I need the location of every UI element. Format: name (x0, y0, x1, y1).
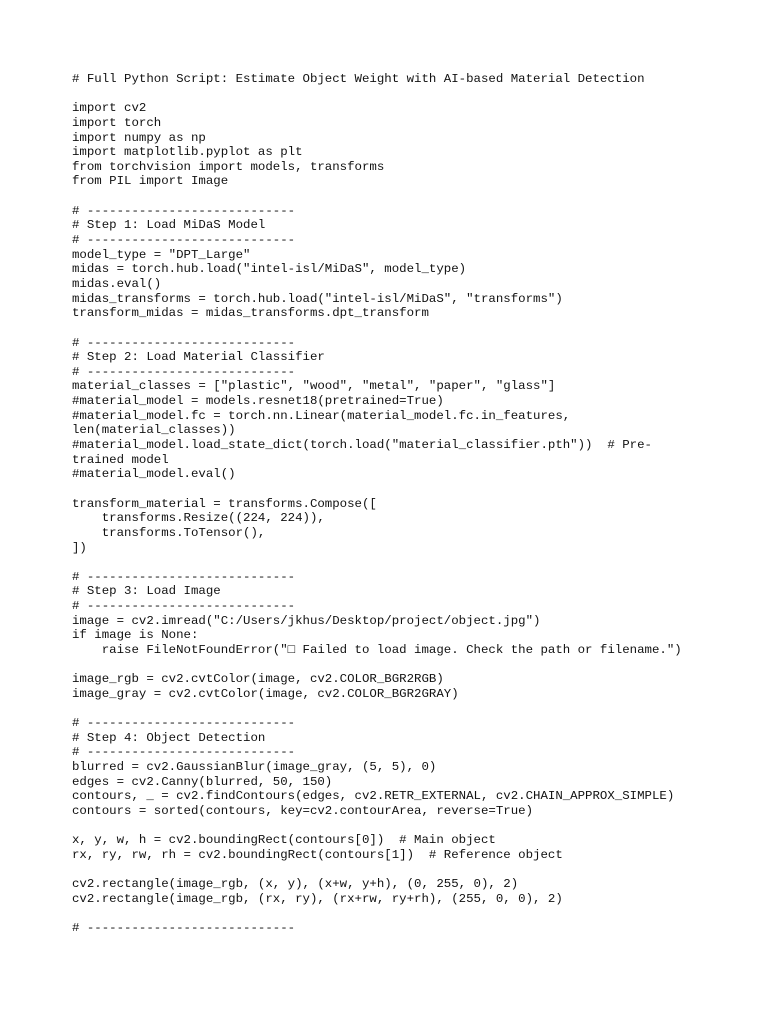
code-line: cv2.rectangle(image_rgb, (rx, ry), (rx+rw, ry+rh), (255, 0, 0), 2) (72, 891, 563, 906)
code-line: transform_material = transforms.Compose([ (72, 496, 377, 511)
code-line: import numpy as np (72, 130, 206, 145)
code-line: contours = sorted(contours, key=cv2.contourArea, reverse=True) (72, 804, 534, 819)
code-line: contours, _ = cv2.findContours(edges, cv2.RETR_EXTERNAL, cv2.CHAIN_APPROX_SIMPLE) (72, 789, 675, 804)
code-line: # Full Python Script: Estimate Object Weight with AI-based Material Detection (72, 72, 645, 86)
code-line: # ---------------------------- (72, 335, 296, 350)
code-line: # Step 3: Load Image (72, 584, 221, 599)
code-line (72, 321, 732, 336)
code-line: ]) (72, 540, 87, 555)
code-line: midas = torch.hub.load("intel-isl/MiDaS", model_type) (72, 262, 467, 277)
code-line: if image is None: (72, 628, 199, 643)
code-line: # ---------------------------- (72, 203, 296, 218)
code-line: # ---------------------------- (72, 569, 296, 584)
code-line: from PIL import Image (72, 174, 229, 189)
code-line: #material_model.fc = torch.nn.Linear(material_model.fc.in_features, (72, 408, 571, 423)
code-block (72, 72, 732, 936)
code-line: transforms.Resize((224, 224)), (72, 511, 325, 526)
code-line (72, 658, 732, 673)
code-line: # Step 4: Object Detection (72, 730, 266, 745)
code-line: x, y, w, h = cv2.boundingRect(contours[0]) # Main object (72, 833, 496, 848)
code-line: # ---------------------------- (72, 364, 296, 379)
code-line: # ---------------------------- (72, 599, 296, 614)
code-line: import cv2 (72, 101, 147, 116)
code-line: image = cv2.imread("C:/Users/jkhus/Desktop/project/object.jpg") (72, 613, 541, 628)
code-line: transform_midas = midas_transforms.dpt_transform (72, 306, 429, 321)
code-line: transforms.ToTensor(), (72, 525, 266, 540)
code-line: trained model (72, 452, 169, 467)
code-line: rx, ry, rw, rh = cv2.boundingRect(contours[1]) # Reference object (72, 847, 563, 862)
code-line: # ---------------------------- (72, 233, 296, 248)
code-line: #material_model.eval() (72, 467, 236, 482)
code-line (72, 907, 732, 922)
code-line: midas.eval() (72, 276, 162, 291)
code-line: model_type = "DPT_Large" (72, 247, 251, 262)
code-line: # Step 2: Load Material Classifier (72, 350, 325, 365)
code-line (72, 863, 732, 878)
code-line: image_gray = cv2.cvtColor(image, cv2.COLOR_BGR2GRAY) (72, 686, 459, 701)
code-line: cv2.rectangle(image_rgb, (x, y), (x+w, y+h), (0, 255, 0), 2) (72, 877, 519, 892)
code-line: # ---------------------------- (72, 921, 296, 936)
code-line: import torch (72, 115, 162, 130)
code-line (72, 87, 732, 102)
code-line: #material_model.load_state_dict(torch.load("material_classifier.pth")) # Pre- (72, 438, 652, 453)
code-line: blurred = cv2.GaussianBlur(image_gray, (5, 5), 0) (72, 760, 437, 775)
code-line: material_classes = ["plastic", "wood", "metal", "paper", "glass"] (72, 379, 556, 394)
code-line (72, 555, 732, 570)
code-line: midas_transforms = torch.hub.load("intel-isl/MiDaS", "transforms") (72, 291, 563, 306)
code-line (72, 189, 732, 204)
code-line: edges = cv2.Canny(blurred, 50, 150) (72, 774, 333, 789)
code-line: # ---------------------------- (72, 716, 296, 731)
code-line (72, 819, 732, 834)
code-line: # Step 1: Load MiDaS Model (72, 218, 266, 233)
code-line: image_rgb = cv2.cvtColor(image, cv2.COLOR_BGR2RGB) (72, 672, 444, 687)
code-line: from torchvision import models, transforms (72, 159, 385, 174)
code-line: len(material_classes)) (72, 423, 236, 438)
code-line: raise FileNotFoundError("□ Failed to load image. Check the path or filename.") (72, 642, 682, 657)
code-line: import matplotlib.pyplot as plt (72, 145, 303, 160)
code-line: # ---------------------------- (72, 745, 296, 760)
code-line (72, 482, 732, 497)
code-line (72, 702, 732, 717)
code-line: #material_model = models.resnet18(pretrained=True) (72, 394, 444, 409)
